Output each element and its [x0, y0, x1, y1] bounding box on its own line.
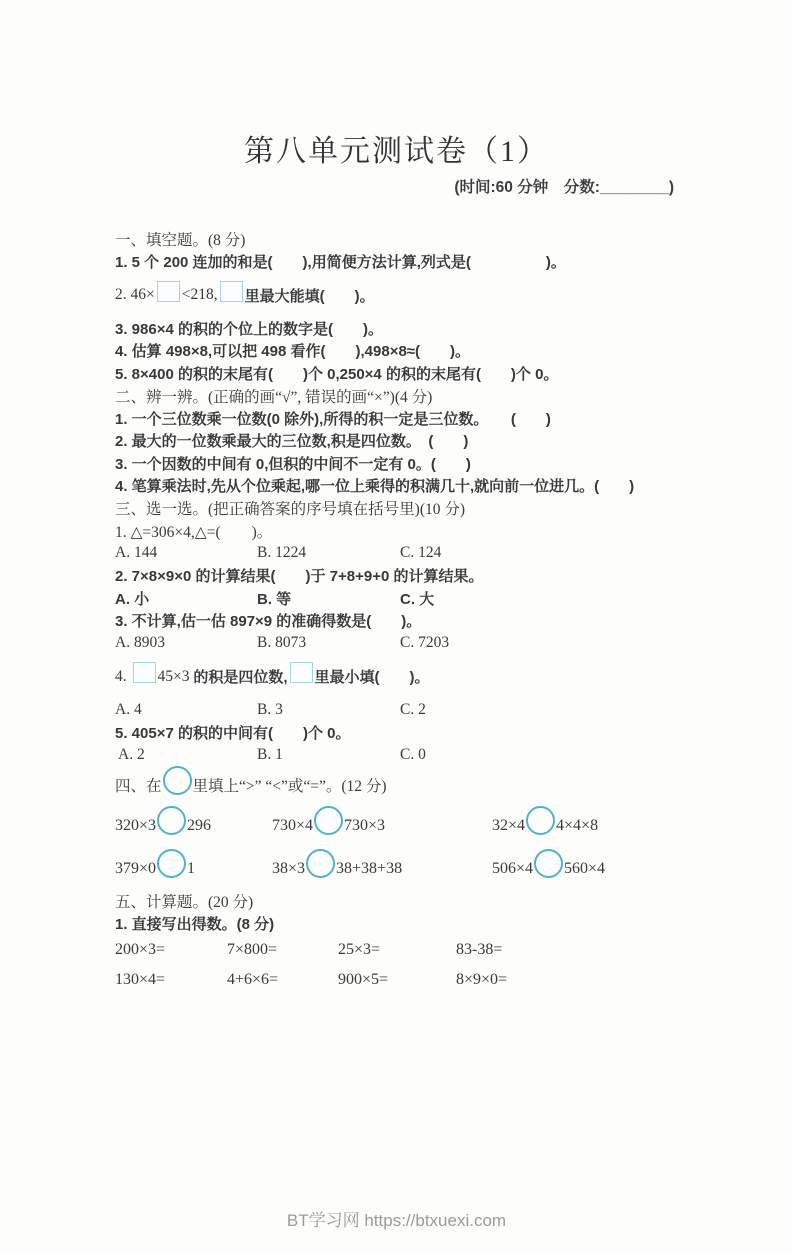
compare-right: 1	[187, 859, 196, 877]
question-line: 3. 986×4 的积的个位上的数字是( )。	[115, 320, 383, 338]
section-fill-blanks	[115, 228, 678, 385]
section-heading: 一、填空题。(8 分)	[115, 232, 246, 250]
compare-item	[492, 854, 605, 883]
compare-right: 38+38+38	[336, 859, 403, 877]
options-row	[115, 587, 678, 610]
question-text: 里最小填( )。	[314, 669, 430, 686]
calc-item: 25×3=	[338, 941, 381, 958]
compare-left: 320×3	[115, 816, 157, 834]
question-line	[115, 655, 678, 699]
section-heading: 三、选一选。(把正确答案的序号填在括号里)(10 分)	[115, 501, 466, 519]
compare-circle	[314, 806, 343, 835]
question-line: 4. 笔算乘法时,先从个位乘起,哪一位上乘得的积满几十,就向前一位进几。( )	[115, 478, 635, 496]
option-label: C. 2	[400, 700, 426, 718]
option-label: C. 124	[400, 544, 442, 562]
question-line: 3. 不计算,估一估 897×9 的准确得数是( )。	[115, 613, 422, 631]
compare-right: 560×4	[564, 859, 606, 877]
option-label: A. 4	[115, 700, 142, 718]
calc-item: 900×5=	[338, 971, 389, 988]
compare-circle	[526, 806, 555, 835]
section-multiple-choice	[115, 497, 678, 766]
option-label: B. 等	[257, 590, 292, 608]
compare-circle	[306, 849, 335, 878]
compare-item	[272, 854, 492, 883]
question-line: 1. △=306×4,△=( )。	[115, 523, 273, 541]
question-line	[115, 273, 678, 317]
option-label: C. 大	[400, 590, 435, 608]
compare-circle	[163, 766, 192, 795]
option-label: A. 小	[115, 590, 150, 608]
question-line: 4. 估算 498×8,可以把 498 看作( ),498×8≈( )。	[115, 343, 471, 361]
page-title: 第八单元测试卷（1）	[244, 135, 549, 168]
footer-watermark: BT学习网 https://btxuexi.com	[286, 1211, 507, 1230]
section-calculation	[115, 890, 678, 995]
answer-box	[157, 281, 180, 302]
compare-circle	[157, 806, 186, 835]
compare-item	[115, 811, 272, 840]
question-text: 里填上“>” “<”或“=”。(12 分)	[192, 778, 387, 795]
compare-circle	[534, 849, 563, 878]
calc-item: 4+6×6=	[227, 971, 279, 988]
question-text: 的积是四位数,	[193, 669, 288, 686]
question-text: 四、在	[115, 778, 162, 795]
time-score-line: (时间:60 分钟 分数:________)	[454, 179, 674, 196]
section-heading	[115, 766, 678, 804]
option-label: B. 1224	[257, 544, 307, 562]
compare-circle	[157, 849, 186, 878]
option-label: B. 3	[257, 700, 283, 718]
calc-item: 200×3=	[115, 941, 166, 958]
question-line: 1. 一个三位数乘一位数(0 除外),所得的积一定是三位数。 ( )	[115, 410, 551, 428]
question-text: <218,	[181, 286, 218, 303]
answer-box	[220, 281, 243, 302]
calc-item: 7×800=	[227, 941, 278, 958]
question-line: 5. 405×7 的积的中间有( )个 0。	[115, 724, 351, 742]
options-row	[115, 744, 678, 767]
compare-right: 730×3	[344, 816, 386, 834]
compare-left: 506×4	[492, 859, 534, 877]
section-compare	[115, 766, 678, 890]
calc-row	[115, 935, 678, 965]
compare-right: 4×4×8	[556, 816, 599, 834]
test-paper	[115, 132, 678, 995]
options-row	[115, 542, 678, 565]
option-label: A. 144	[115, 544, 158, 562]
question-text: 45×3	[157, 667, 194, 685]
question-text: 4.	[115, 667, 131, 685]
question-text: 2. 46×	[115, 286, 155, 303]
answer-box	[290, 662, 313, 683]
question-line: 2. 7×8×9×0 的计算结果( )于 7+8+9+0 的计算结果。	[115, 568, 484, 586]
compare-item	[492, 811, 598, 840]
calc-row	[115, 965, 678, 995]
calc-item: 83-38=	[456, 941, 503, 958]
calc-item: 130×4=	[115, 971, 166, 988]
question-text: 里最大能填( )。	[244, 287, 375, 305]
options-row	[115, 699, 678, 722]
option-label: C. 7203	[400, 634, 450, 652]
answer-box	[133, 662, 156, 683]
option-label: B. 8073	[257, 634, 307, 652]
compare-left: 32×4	[492, 816, 526, 834]
compare-row	[115, 804, 678, 847]
question-line: 2. 最大的一位数乘最大的三位数,积是四位数。 ( )	[115, 433, 469, 451]
compare-left: 730×4	[272, 816, 314, 834]
option-label: A. 2	[115, 745, 145, 763]
section-heading: 五、计算题。(20 分)	[115, 894, 254, 912]
question-line: 1. 直接写出得数。(8 分)	[115, 916, 275, 934]
question-line: 3. 一个因数的中间有 0,但积的中间不一定有 0。( )	[115, 455, 471, 473]
option-label: B. 1	[257, 745, 283, 763]
compare-left: 38×3	[272, 859, 306, 877]
section-true-false	[115, 385, 678, 498]
compare-item	[272, 811, 492, 840]
options-row	[115, 632, 678, 655]
compare-row	[115, 847, 678, 890]
question-line: 1. 5 个 200 连加的和是( ),用简便方法计算,列式是( )。	[115, 254, 566, 272]
option-label: C. 0	[400, 745, 426, 763]
question-line: 5. 8×400 的积的末尾有( )个 0,250×4 的积的末尾有( )个 0。	[115, 365, 559, 383]
compare-left: 379×0	[115, 859, 157, 877]
section-heading: 二、辨一辨。(正确的画“√”, 错误的画“×”)(4 分)	[115, 388, 433, 406]
calc-item: 8×9×0=	[456, 971, 508, 988]
compare-item	[115, 854, 272, 883]
compare-right: 296	[187, 816, 212, 834]
option-label: A. 8903	[115, 634, 165, 652]
sections	[115, 228, 678, 995]
